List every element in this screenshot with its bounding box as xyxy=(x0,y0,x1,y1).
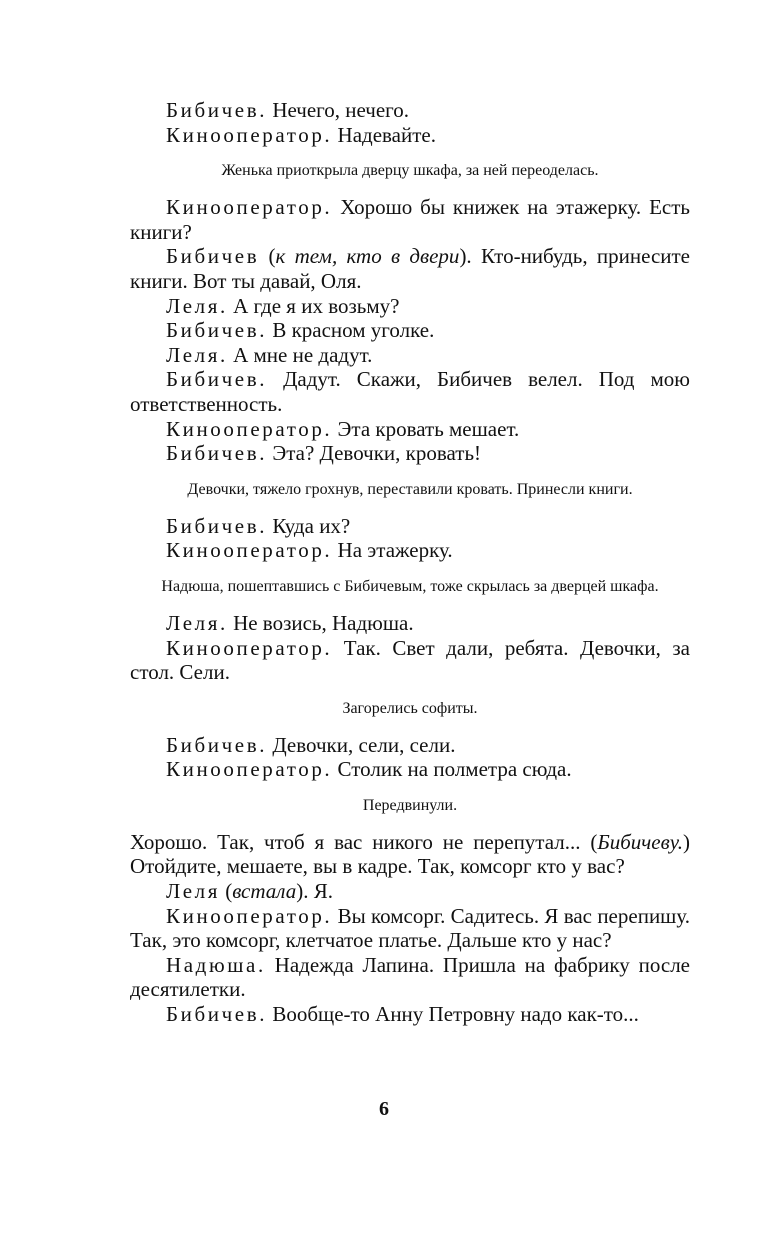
dialogue-text: Девочки, сели, сели. xyxy=(267,732,456,757)
dialogue-text: Вообще-то Анну Петровну надо как-то... xyxy=(267,1002,639,1027)
speaker-name: Бибичев xyxy=(166,244,260,269)
dialogue-text: Не возись, Надюша. xyxy=(227,610,414,635)
dialogue-line xyxy=(130,98,690,123)
dialogue-text: В красном уголке. xyxy=(267,318,435,343)
dialogue-line xyxy=(130,1002,690,1027)
dialogue-text-tail: ) Отойдите, мешаете, вы в кадре. Так, комсорг кто у вас? xyxy=(130,829,690,879)
speaker-name: Кинооператор. xyxy=(166,903,333,928)
dialogue-text: На этажерку. xyxy=(332,538,453,563)
dialogue-line xyxy=(130,367,690,416)
dialogue-line xyxy=(130,636,690,685)
stage-direction: Девочки, тяжело грохнув, переставили кровать. Принесли книги. xyxy=(187,480,633,498)
speaker-name: Кинооператор. xyxy=(166,122,333,147)
dialogue-text: Надежда Лапина. Пришла на фабрику после десятилетки. xyxy=(130,952,690,1002)
dialogue-text: А где я их возьму? xyxy=(227,293,400,318)
dialogue-line xyxy=(130,953,690,1002)
speaker-name: Бибичев. xyxy=(166,98,268,122)
dialogue-text: Хорошо. Так, чтоб я вас никого не перепутал... ( xyxy=(130,829,598,854)
dialogue-line xyxy=(130,514,690,539)
dialogue-text: Эта кровать мешает. xyxy=(332,416,520,441)
speaker-name: Бибичев. xyxy=(166,732,268,757)
dialogue-text: Кто-нибудь, принесите книги. Вот ты давай, Оля. xyxy=(130,244,691,293)
speaker-name: Надюша. xyxy=(166,952,266,977)
stage-remark: встала xyxy=(232,879,297,904)
dialogue-line xyxy=(130,318,690,343)
speaker-name: Кинооператор. xyxy=(166,195,333,220)
speaker-name: Леля. xyxy=(166,293,228,318)
dialogue-text: Надевайте. xyxy=(332,122,436,147)
speaker-name: Леля xyxy=(166,879,220,904)
dialogue-text: Дадут. Скажи, Бибичев велел. Под мою ответственность. xyxy=(130,367,690,416)
speaker-name: Кинооператор. xyxy=(166,757,333,782)
paren-close: ). xyxy=(459,244,472,269)
dialogue-line xyxy=(130,879,690,904)
stage-direction: Передвинули. xyxy=(362,796,458,814)
stage-remark: Бибичеву. xyxy=(597,829,683,854)
speaker-name: Кинооператор. xyxy=(166,635,333,660)
stage-direction: Женька приоткрыла дверцу шкафа, за ней переоделась. xyxy=(221,162,599,180)
dialogue-text: Эта? Девочки, кровать! xyxy=(267,441,482,466)
dialogue-text: Вы комсорг. Садитесь. Я вас перепишу. Так, это комсорг, клетчатое платье. Дальше кто у нас? xyxy=(130,903,690,953)
dialogue-line xyxy=(130,830,690,879)
dialogue-line xyxy=(130,733,690,758)
dialogue-line xyxy=(130,343,690,368)
dialogue-text: Хорошо бы книжек на этажерку. Есть книги? xyxy=(130,195,690,244)
dialogue-line xyxy=(130,611,690,636)
dialogue-line xyxy=(130,538,690,563)
stage-remark: к тем, кто в двери xyxy=(275,244,460,269)
dialogue-text: А мне не дадут. xyxy=(227,342,373,367)
speaker-name: Бибичев. xyxy=(166,1002,268,1027)
speaker-name: Бибичев. xyxy=(166,367,268,392)
speaker-name: Леля. xyxy=(166,342,228,367)
dialogue-line xyxy=(130,441,690,466)
dialogue-text: Столик на полметра сюда. xyxy=(332,757,572,782)
dialogue-line xyxy=(130,904,690,953)
dialogue-text: Нечего, нечего. xyxy=(267,98,410,122)
speaker-name: Кинооператор. xyxy=(166,538,333,563)
speaker-name: Бибичев. xyxy=(166,513,268,538)
paren-close: ). xyxy=(296,879,309,904)
stage-direction: Загорелись софиты. xyxy=(342,699,478,717)
dialogue-line xyxy=(130,757,690,782)
speaker-name: Кинооператор. xyxy=(166,416,333,441)
stage-direction: Надюша, пошептавшись с Бибичевым, тоже скрылась за дверцей шкафа. xyxy=(161,577,659,595)
dialogue-text: Так. Свет дали, ребята. Девочки, за стол. Сели. xyxy=(130,635,690,685)
page-number: 6 xyxy=(379,1098,389,1120)
speaker-name: Леля. xyxy=(166,610,228,635)
paren-open: ( xyxy=(219,879,233,904)
speaker-name: Бибичев. xyxy=(166,441,268,466)
paren-open: ( xyxy=(259,244,276,269)
dialogue-line xyxy=(130,244,690,293)
dialogue-line xyxy=(130,417,690,442)
dialogue-line xyxy=(130,294,690,319)
page-text xyxy=(130,98,690,1027)
dialogue-text: Я. xyxy=(308,879,333,904)
dialogue-text: Куда их? xyxy=(267,513,351,538)
dialogue-line xyxy=(130,195,690,244)
speaker-name: Бибичев. xyxy=(166,318,268,343)
dialogue-line xyxy=(130,123,690,148)
